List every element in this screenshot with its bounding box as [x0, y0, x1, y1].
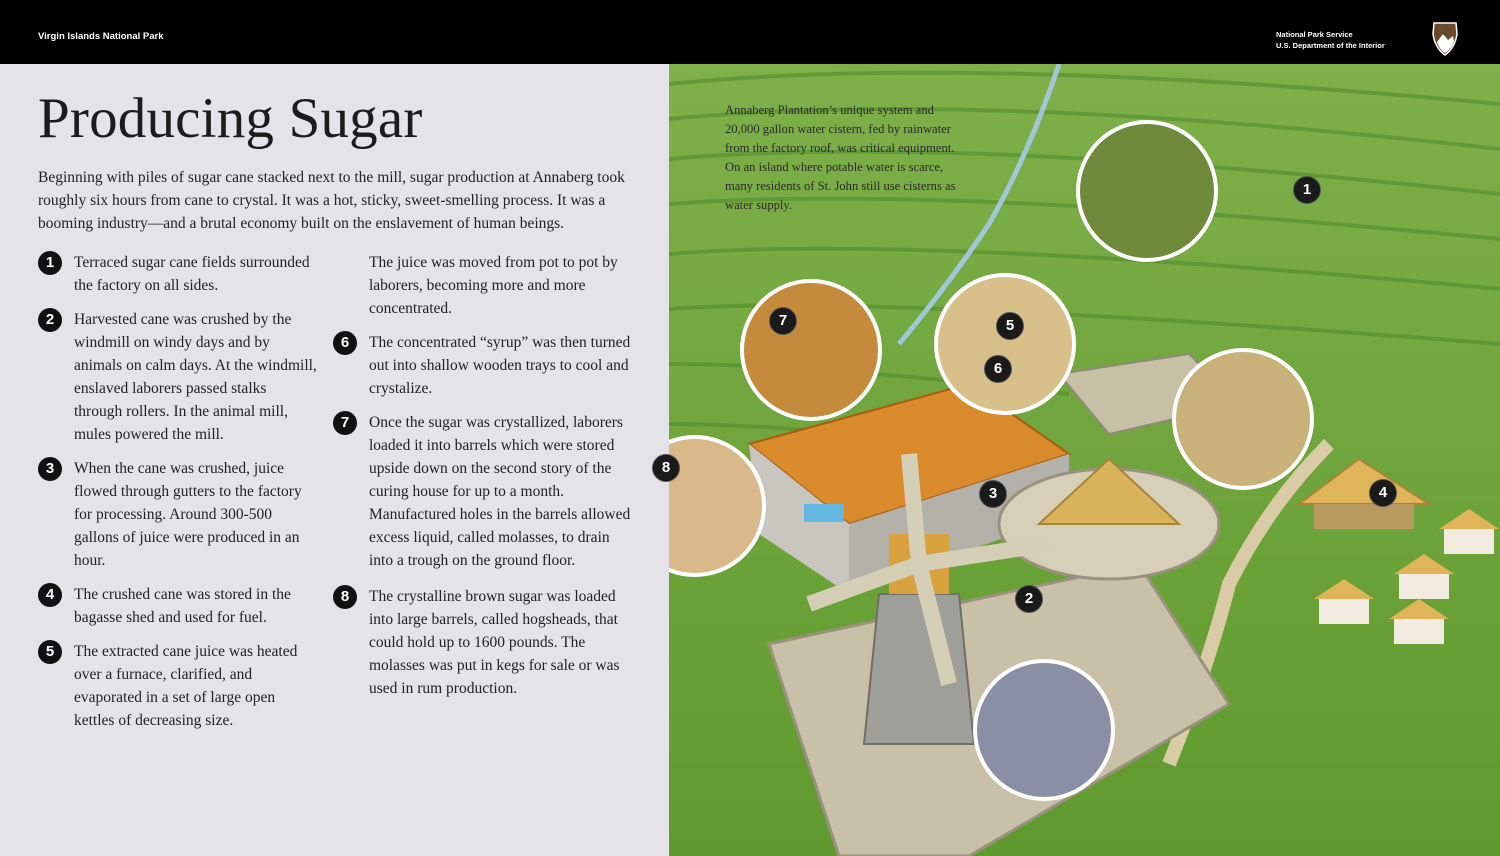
- step-8-text: The crystalline brown sugar was loaded into large barrels, called hogsheads, that could hold up to 1600 pounds. The molasses was put in kegs for sale or was used in rum production.: [369, 588, 620, 697]
- map-marker-1: 1: [1293, 176, 1321, 204]
- steps-column-2: [333, 251, 633, 700]
- inset-molasses-vats: [975, 661, 1113, 799]
- map-marker-2: 2: [1015, 585, 1043, 613]
- nps-arrowhead-icon: [1431, 22, 1459, 56]
- step-1: [38, 251, 318, 297]
- step-1-badge: 1: [38, 251, 62, 275]
- step-1-text: Terraced sugar cane fields surrounded the factory on all sides.: [74, 254, 310, 294]
- step-7-text: Once the sugar was crystallized, laborers loaded it into barrels which were stored upside down on the second story of the curing house for up to a month. Manufactured holes in the barrels allowed excess liquid, called molasses, to drain into a trough on the ground floor.: [369, 414, 631, 569]
- step-7: [333, 411, 633, 572]
- park-name: Virgin Islands National Park: [38, 31, 164, 42]
- header-bar: [0, 0, 1500, 64]
- step-8: [333, 585, 633, 700]
- step-3-text: When the cane was crushed, juice flowed through gutters to the factory for processing. Around 300-500 gallons of juice were produced in an hour.: [74, 460, 302, 569]
- map-marker-5: 5: [996, 312, 1024, 340]
- step-2-badge: 2: [38, 308, 62, 332]
- step-3: [38, 457, 318, 572]
- map-marker-4: 4: [1369, 479, 1397, 507]
- step-4-text: The crushed cane was stored in the bagasse shed and used for fuel.: [74, 586, 291, 626]
- step-5-continued: [333, 251, 633, 320]
- step-3-badge: 3: [38, 457, 62, 481]
- step-5-text: The extracted cane juice was heated over a furnace, clarified, and evaporated in a set of large open kettles of decreasing size.: [74, 643, 298, 729]
- step-2-text: Harvested cane was crushed by the windmill on windy days and by animals on calm days. At the windmill, enslaved laborers passed stalks through rollers. In the animal mill, mules powered the mill.: [74, 311, 317, 443]
- step-8-badge: 8: [333, 585, 357, 609]
- map-marker-6: 6: [984, 355, 1012, 383]
- step-6: [333, 331, 633, 400]
- inset-animal-mill: [1174, 350, 1312, 488]
- inset-cane-harvest: [1078, 122, 1216, 260]
- step-6-badge: 6: [333, 331, 357, 355]
- map-marker-8: 8: [652, 454, 680, 482]
- agency-line-1: National Park Service: [1276, 30, 1353, 39]
- step-4-badge: 4: [38, 583, 62, 607]
- cistern-pool: [804, 504, 844, 522]
- step-5-badge: 5: [38, 640, 62, 664]
- step-4: [38, 583, 318, 629]
- agency-name: [1276, 29, 1385, 51]
- steps-column-1: [38, 251, 318, 732]
- cistern-note: Annaberg Plantation’s unique system and 20,000 gallon water cistern, fed by rainwater from the factory roof, was critical equipment. On an island where potable water is scarce, many residents of St. John still use cisterns as water supply.: [725, 103, 956, 212]
- inset-boiling-house: [936, 275, 1074, 413]
- map-marker-3: 3: [979, 480, 1007, 508]
- step-5: [38, 640, 318, 732]
- step-2: [38, 308, 318, 446]
- inset-curing-barrels: [742, 281, 880, 419]
- intro-paragraph: Beginning with piles of sugar cane stacked next to the mill, sugar production at Annaberg took roughly six hours from cane to crystal. It was a hot, sticky, sweet-smelling process. It was a booming industry—and a brutal economy built on the enslavement of human beings.: [38, 169, 625, 232]
- step-7-badge: 7: [333, 411, 357, 435]
- page-title: Producing Sugar: [38, 87, 423, 150]
- agency-line-2: U.S. Department of the Interior: [1276, 41, 1385, 50]
- text-panel: [0, 64, 669, 856]
- step-5-continued-text: The juice was moved from pot to pot by laborers, becoming more and more concentrated.: [369, 254, 618, 317]
- step-6-text: The concentrated “syrup” was then turned out into shallow wooden trays to cool and crystalize.: [369, 334, 631, 397]
- map-marker-7: 7: [769, 307, 797, 335]
